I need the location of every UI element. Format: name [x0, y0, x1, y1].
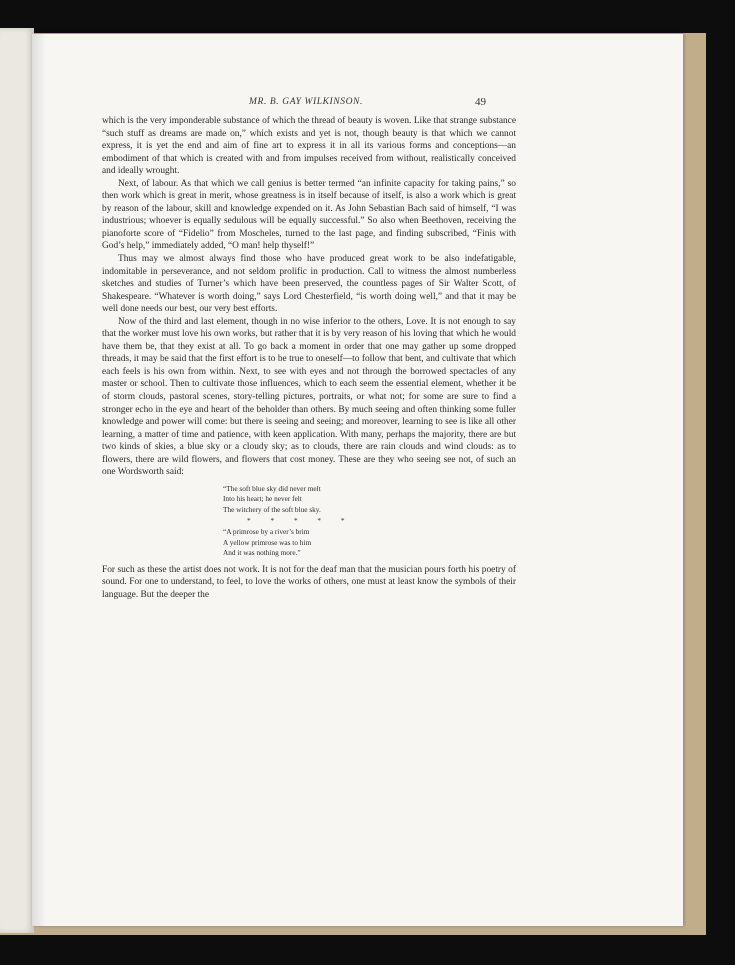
- paragraph-1: which is the very imponderable substance of which the thread of beauty is woven. Like that strange substance “such stuff as dreams are made on,” which exists and yet is not, though beauty is that which we cannot express, it is yet the end and aim of fine art to express it in all its various forms and conceptions—an embodiment of that which is created with and from impulses received from without, realistically conceived and ideally wrought.: [102, 116, 516, 177]
- gutter-shadow: [32, 34, 46, 926]
- poem-line: Into his heart; he never felt: [223, 494, 302, 504]
- paragraph-3: Thus may we almost always find those who have produced great work to be also indefatigable, indomitable in perseverance, and not seldom prolific in production. Call to witness the almost numberless sketches and studies of Turner’s which have been preserved, the countless pages of Sir Walter Scott, of Shakespeare. “Whatever is worth doing,” says Lord Chesterfield, “is worth doing well,” and that it may be well done needs our best, our very best efforts.: [102, 254, 516, 315]
- poem-separator: * * * * *: [247, 516, 354, 526]
- left-page-edge: [0, 28, 34, 933]
- poem-line: A yellow primrose was to him: [223, 537, 312, 547]
- poem-line: And it was nothing more.”: [223, 548, 301, 558]
- poem-line: The witchery of the soft blue sky.: [223, 504, 321, 514]
- poem-line: “The soft blue sky did never melt: [223, 483, 321, 493]
- paragraph-2: Next, of labour. As that which we call genius is better termed “an infinite capacity for taking pains,” so then work which is great in merit, whose greatness is in itself because of itself, is also a work which is great by reason of the labour, skill and knowledge expended on it. As John Sebastian Bach said of himself, “I was industrious; whoever is equally sedulous will be equally successful.” So also when Beethoven, receiving the pianoforte score of “Fidelio” from Moscheles, turned to the last page, and finding subscribed, “Finis with God’s help,” immediately added, “O man! help thyself!”: [102, 178, 516, 252]
- poem-line: “A primrose by a river’s brim: [223, 527, 310, 537]
- running-head: MR. B. GAY WILKINSON.: [249, 97, 363, 107]
- poem-quotation: [223, 484, 516, 559]
- paragraph-5: For such as these the artist does not work. It is not for the deaf man that the musician pours forth his poetry of sound. For one to understand, to feel, to love the works of others, one must at least know the symbols of their language. But the deeper the: [102, 564, 516, 600]
- page-number: 49: [475, 96, 486, 108]
- paragraph-4: Now of the third and last element, though in no wise inferior to the others, Love. It is not enough to say that the worker must love his own works, but rather that it is by very reason of his loving that which he would have them be, that they exist at all. To go back a moment in order that one may gather up some dropped threads, it may be said that the first effort is to be true to oneself—to follow that bent, and cultivate that which each feels is his own from within. Next, to see with eyes and not through the borrowed spectacles of any master or school. Then to cultivate those influences, which to each seem the essential element, whether it be of storm clouds, pastoral scenes, story-telling pictures, portraits, or what not; for some are sure to find a stronger echo in the eye and heart of the beholder than others. By much seeing and often thinking some fuller knowledge and power will come: but there is seeing and seeing; and moreover, learning to see is like all other learning, a matter of time and patience, with keen application. With many, perhaps the majority, there are but two kinds of skies, a blue sky or a cloudy sky; as to clouds, there are rain clouds and wind clouds: as to flowers, there are wild flowers, and flowers that cost money. These are they who seeing see not, of such an one Wordsworth said:: [102, 316, 516, 478]
- body-text: [102, 115, 516, 601]
